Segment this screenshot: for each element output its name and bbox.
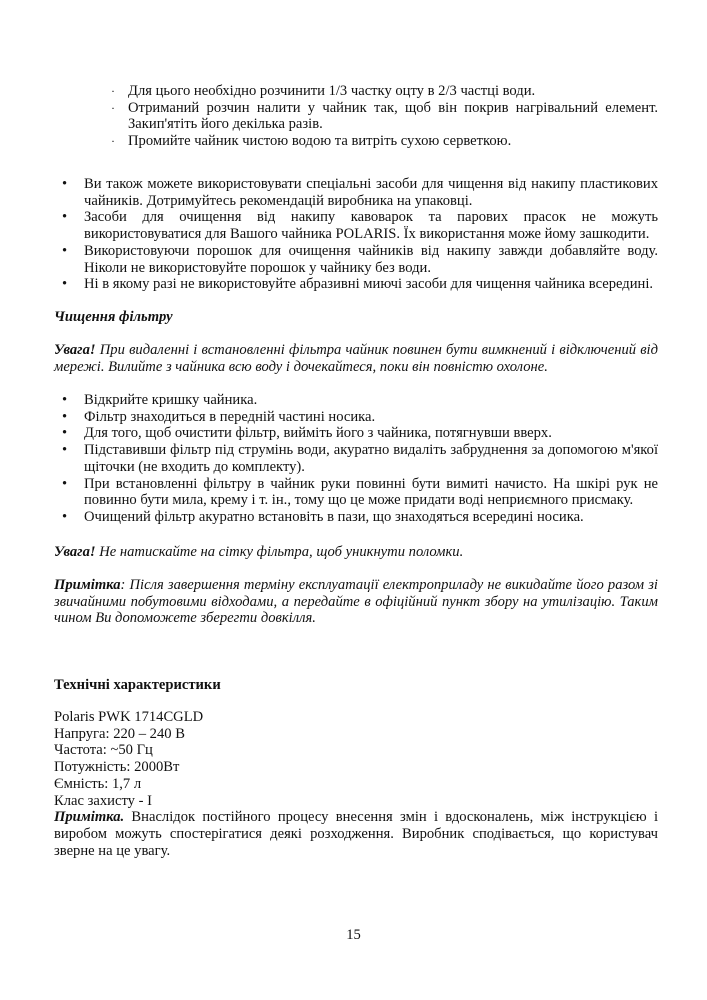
list-item: • Відкрийте кришку чайника. xyxy=(62,392,258,408)
spec-item: Потужність: 2000Вт xyxy=(54,759,180,776)
warning-paragraph-2: Увага! Не натискайте на сітку фільтра, щоб уникнути поломки. xyxy=(54,544,464,560)
filter-bullet-list xyxy=(54,392,658,526)
bullet-icon: • xyxy=(62,508,68,525)
bullet-icon: • xyxy=(62,176,68,192)
list-item: • При встановленні фільтру в чайник руки повинні бути вимиті начисто. На шкірі рук не повинно бути мила, крему і т. ін., тому що це може придати воді неприємного присмаку. xyxy=(62,475,658,509)
bullet-icon: • xyxy=(62,276,68,293)
filter-heading: Чищення фільтру xyxy=(54,309,173,325)
list-item: • Засоби для очищення від накипу кавоварок та парових прасок не можуть використовуватися для Вашого чайника POLARIS. Їх використання може йому зашкодити. xyxy=(62,209,658,243)
list-item: · Отриманий розчин налити у чайник так, щоб він покрив нагрівальний елемент. Закип'ятіть його декілька разів. xyxy=(111,99,658,133)
spec-item: Polaris PWK 1714CGLD xyxy=(54,709,204,725)
descaling-bullet-list xyxy=(54,176,658,293)
list-item: • Фільтр знаходиться в передній частині носика. xyxy=(62,408,376,425)
bullet-icon: • xyxy=(62,442,68,459)
list-item: • Підставивши фільтр під струмінь води, акуратно видаліть забруднення за допомогою м'якої щіточки (не входить до комплекту). xyxy=(62,442,658,475)
list-item: • Для того, щоб очистити фільтр, вийміть його з чайника, потягнувши вверх. xyxy=(62,425,552,442)
warning-paragraph: Увага! При видаленні і встановленні фільтра чайник повинен бути вимкнений і відключений від мережі. Вилийте з чайника всю воду і дочекайтеся, поки він повністю охолоне. xyxy=(54,342,658,375)
spec-item: Частота: ~50 Гц xyxy=(54,742,153,759)
page-number: 15 xyxy=(346,927,361,943)
sub-bullet-list xyxy=(54,83,658,150)
bullet-icon: • xyxy=(62,392,68,408)
bullet-icon: • xyxy=(62,425,68,442)
bullet-icon: · xyxy=(111,84,115,98)
spec-item: Напруга: 220 – 240 В xyxy=(54,725,185,742)
bullet-icon: • xyxy=(62,209,68,226)
list-item: • Використовуючи порошок для очищення чайників від накипу завжди добавляйте воду. Ніколи не використовуйте порошок у чайнику без води. xyxy=(62,242,658,276)
list-item: • Ви також можете використовувати спеціальні засоби для чищення від накипу пластикових чайників. Дотримуйтесь рекомендацій виробника на упаковці. xyxy=(62,176,658,209)
list-item: · Для цього необхідно розчинити 1/3 частку оцту в 2/3 частці води. xyxy=(111,83,536,99)
bullet-icon: • xyxy=(62,475,68,492)
spec-item: Ємність: 1,7 л xyxy=(54,775,142,792)
bullet-icon: • xyxy=(62,408,68,425)
list-item: · Промийте чайник чистою водою та витріть сухою серветкою. xyxy=(111,133,512,150)
disposal-note: Примітка: Після завершення терміну експлуатації електроприладу не викидайте його разом зі звичайними побутовими відходами, а передайте в офіційний пункт збору на утилізацію. Таким чином Ви допоможете зберегти довкілля. xyxy=(54,577,658,627)
specs-heading: Технічні характеристики xyxy=(54,677,221,693)
bullet-icon: · xyxy=(111,100,115,115)
bullet-icon: · xyxy=(111,134,115,149)
manufacturer-note: Примітка. Внаслідок постійного процесу внесення змін і вдосконалень, між інструкцією і виробом можуть спостерігатися деякі розходження. Виробник сподівається, що користувач зверне на це увагу. xyxy=(54,809,658,859)
bullet-icon: • xyxy=(62,242,68,259)
specs-list xyxy=(54,709,658,859)
spec-item: Клас захисту - I xyxy=(54,792,152,809)
list-item: • Ні в якому разі не використовуйте абразивні миючі засоби для чищення чайника всередині. xyxy=(62,276,654,293)
list-item: • Очищений фільтр акуратно встановіть в пази, що знаходяться всередині носика. xyxy=(62,508,584,525)
